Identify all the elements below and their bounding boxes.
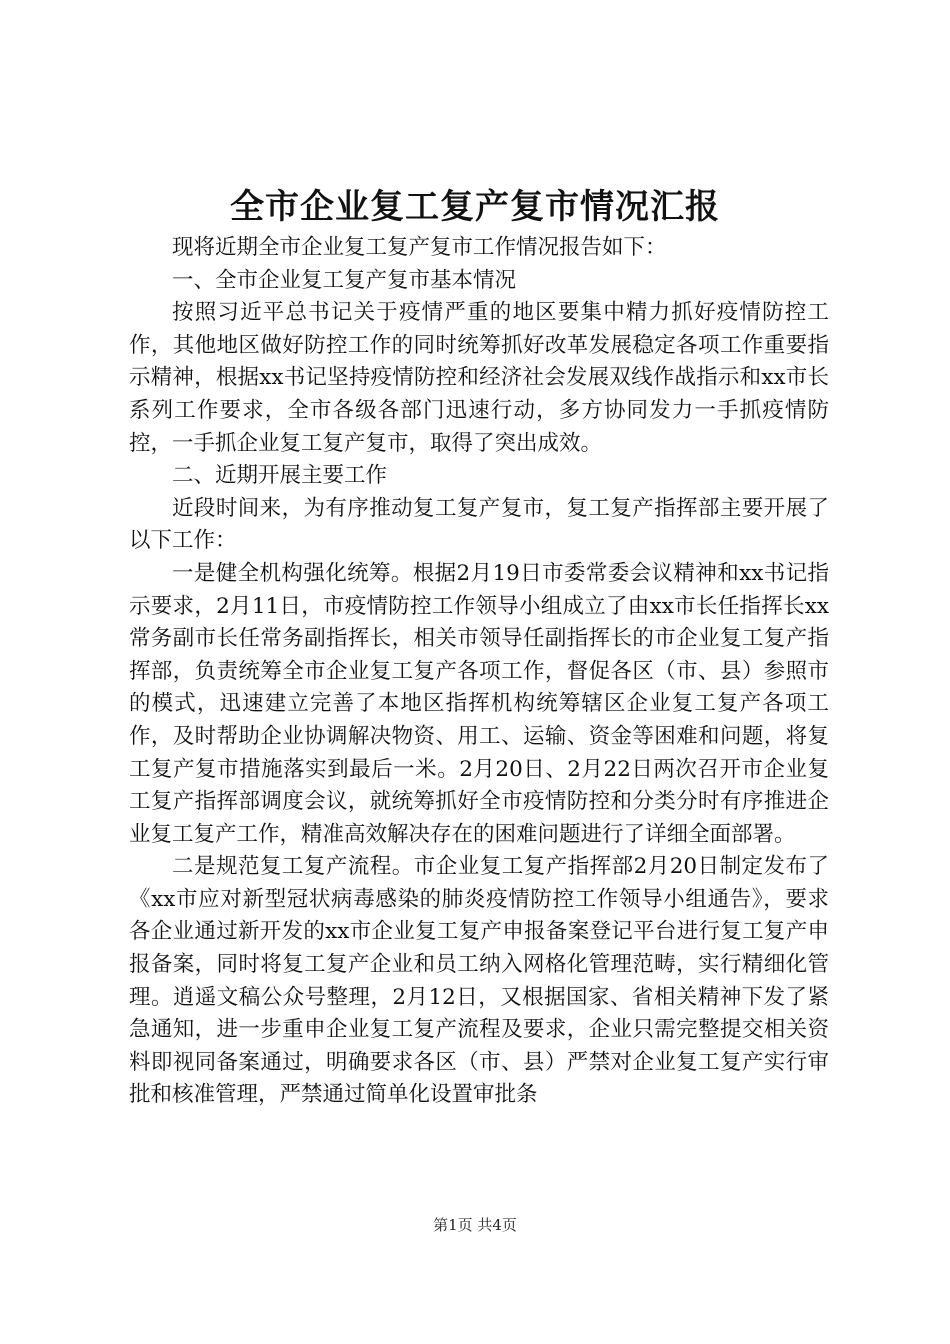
body-paragraph: 按照习近平总书记关于疫情严重的地区要集中精力抓好疫情防控工作，其他地区做好防控工作的同时统筹抓好改革发展稳定各项工作重要指示精神，根据xx书记坚持疫情防控和经济社会发展双线作战指示和xx市长系列工作要求，全市各级各部门迅速行动，多方协同发力一手抓疫情防控，一手抓企业复工复产复市，取得了突出成效。 [129,300,829,456]
page-footer: 第1页 共4页 [433,1216,517,1234]
body-paragraph: 二是规范复工复产流程。市企业复工复产指挥部2月20日制定发布了《xx市应对新型冠状病毒感染的肺炎疫情防控工作领导小组通告》，要求各企业通过新开发的xx市企业复工复产申报备案登记平台进行复工复产申报备案，同时将复工复产企业和员工纳入网格化管理范畴，实行精细化管理。逍遥文稿公众号整理，2月12日，又根据国家、省相关精神下发了紧急通知，进一步重申企业复工复产流程及要求，企业只需完整提交相关资料即视同备案通过，明确要求各区（市、县）严禁对企业复工复产实行审批和核准管理，严禁通过简单化设置审批条 [129,854,829,1108]
document-body [129,232,829,1112]
body-paragraph: 近段时间来，为有序推动复工复产复市，复工复产指挥部主要开展了以下工作： [129,495,829,554]
document-title: 全市企业复工复产复市情况汇报 [230,187,720,227]
intro-paragraph: 现将近期全市企业复工复产复市工作情况报告如下： [172,235,667,260]
section-heading-1: 一、全市企业复工复产复市基本情况 [172,267,517,293]
section-heading-2: 二、近期开展主要工作 [172,463,388,489]
body-paragraph: 一是健全机构强化统筹。根据2月19日市委常委会议精神和xx书记指示要求，2月11日，市疫情防控工作领导小组成立了由xx市长任指挥长xx常务副市长任常务副指挥长，相关市领导任副指挥长的市企业复工复产指挥部，负责统筹全市企业复工复产各项工作，督促各区（市、县）参照市的模式，迅速建立完善了本地区指挥机构统筹辖区企业复工复产各项工作，及时帮助企业协调解决物资、用工、运输、资金等困难和问题，将复工复产复市措施落实到最后一米。2月20日、2月22日两次召开市企业复工复产指挥部调度会议，就统筹抓好全市疫情防控和分类分时有序推进企业复工复产工作，精准高效解决存在的困难问题进行了详细全面部署。 [129,560,829,847]
